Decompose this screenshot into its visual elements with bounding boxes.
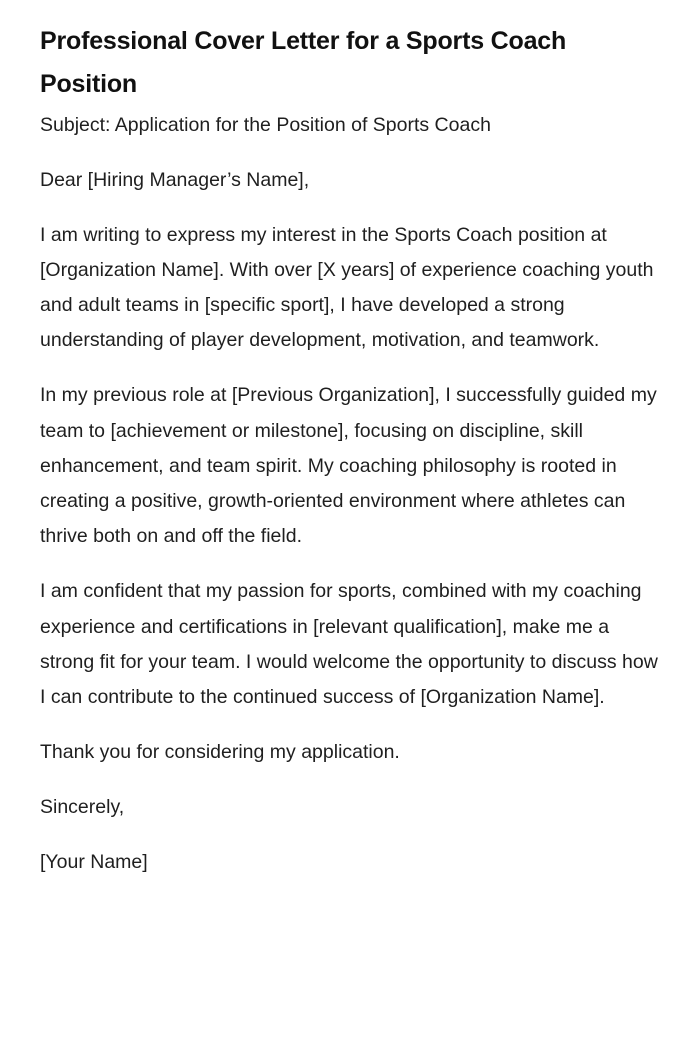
thanks-line: Thank you for considering my application. — [40, 740, 400, 763]
body-paragraph-experience: In my previous role at [Previous Organization], I successfully guided my team to [achievement or milestone], focusing on discipline, skill enhancement, and team spirit. My coaching philosophy is rooted in creating a positive, growth-oriented environment where athletes can thrive both on and off the field. — [40, 384, 657, 548]
signature-line: [Your Name] — [40, 850, 148, 873]
body-paragraph-closing-pitch: I am confident that my passion for sports, combined with my coaching experience and certifications in [relevant qualification], make me a strong fit for your team. I would welcome the opportunity to discuss how I can contribute to the continued success of [Organization Name]. — [40, 580, 658, 709]
body-paragraph-intro: I am writing to express my interest in the Sports Coach position at [Organization Name]. With over [X years] of experience coaching youth and adult teams in [specific sport], I have developed a strong understanding of player development, motivation, and teamwork. — [40, 223, 654, 352]
subject-line: Subject: Application for the Position of Sports Coach — [40, 114, 491, 136]
page-title: Professional Cover Letter for a Sports Coach Position — [40, 27, 567, 98]
closing-line: Sincerely, — [40, 795, 125, 818]
salutation: Dear [Hiring Manager’s Name], — [40, 168, 310, 191]
